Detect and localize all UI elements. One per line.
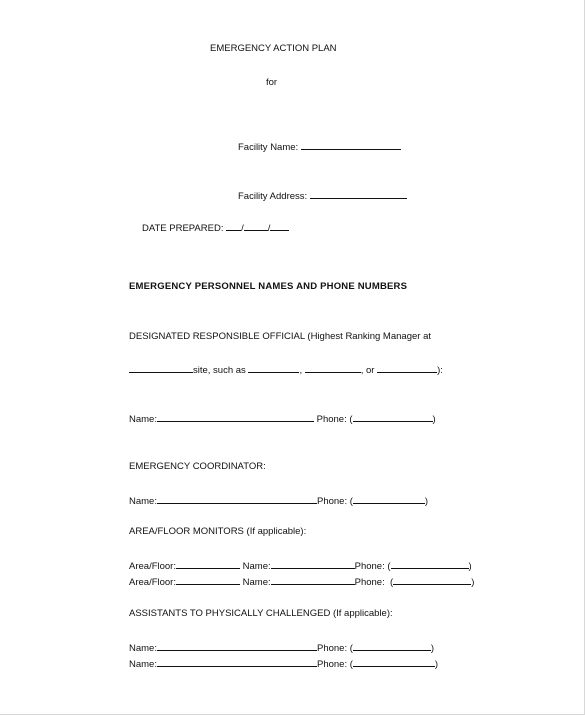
area-blank[interactable] — [176, 559, 240, 569]
name-label: Name: — [129, 643, 157, 654]
phone-label: Phone: ( — [316, 659, 353, 670]
area-label: Area/Floor: — [129, 561, 176, 572]
designated-name-row — [129, 412, 436, 426]
date-separator: / — [267, 223, 271, 234]
assistant-row — [129, 657, 438, 671]
area-blank[interactable] — [176, 575, 240, 585]
close-paren-text: ): — [437, 365, 443, 376]
phone-label: Phone: ( — [354, 561, 391, 572]
assistant-row — [129, 641, 434, 655]
facility-name-label: Facility Name: — [238, 142, 299, 153]
date-year-blank[interactable] — [270, 221, 289, 231]
phone-blank[interactable] — [353, 641, 431, 651]
date-month-blank[interactable] — [226, 221, 241, 231]
phone-close: ) — [432, 414, 436, 425]
facility-address-row — [238, 189, 407, 203]
name-label: Name: — [129, 496, 157, 507]
coordinator-heading: EMERGENCY COORDINATOR: — [129, 461, 266, 472]
phone-close: ) — [434, 659, 439, 670]
site-such-as-text: site, such as — [193, 365, 246, 376]
phone-close: ) — [430, 643, 435, 654]
monitor-row — [129, 575, 474, 589]
document-title: EMERGENCY ACTION PLAN — [210, 43, 337, 54]
monitors-heading: AREA/FLOOR MONITORS (If applicable): — [129, 526, 307, 537]
name-label: Name: — [242, 577, 271, 588]
facility-address-blank[interactable] — [310, 189, 407, 199]
designated-site-row — [129, 363, 443, 377]
coordinator-name-row — [129, 494, 428, 508]
phone-close: ) — [468, 561, 472, 572]
site-blank[interactable] — [129, 363, 193, 373]
phone-blank[interactable] — [353, 412, 433, 422]
phone-label: Phone: ( — [316, 496, 353, 507]
facility-address-label: Facility Address: — [238, 191, 308, 202]
name-blank[interactable] — [271, 575, 355, 585]
phone-label: Phone: ( — [316, 643, 353, 654]
for-text: for — [266, 77, 278, 88]
name-blank[interactable] — [271, 559, 355, 569]
facility-name-blank[interactable] — [301, 140, 401, 150]
phone-close: ) — [471, 577, 475, 588]
name-label: Name: — [129, 659, 157, 670]
example-blank-3[interactable] — [377, 363, 437, 373]
date-prepared-row — [142, 221, 289, 235]
name-blank[interactable] — [157, 412, 314, 422]
designated-heading: DESIGNATED RESPONSIBLE OFFICIAL (Highest Ranking Manager at — [129, 331, 431, 342]
comma-text: , — [299, 365, 303, 376]
phone-label: Phone: ( — [354, 577, 394, 588]
or-text: , or — [360, 365, 375, 376]
section-heading: EMERGENCY PERSONNEL NAMES AND PHONE NUMBERS — [129, 281, 408, 292]
phone-blank[interactable] — [353, 494, 425, 504]
name-blank[interactable] — [157, 494, 317, 504]
phone-label: Phone: ( — [316, 414, 353, 425]
monitor-row — [129, 559, 472, 573]
phone-blank[interactable] — [391, 559, 469, 569]
name-label: Name: — [242, 561, 271, 572]
area-label: Area/Floor: — [129, 577, 176, 588]
phone-close: ) — [424, 496, 429, 507]
phone-blank[interactable] — [353, 657, 435, 667]
facility-name-row — [238, 140, 401, 154]
name-blank[interactable] — [157, 657, 317, 667]
example-blank-1[interactable] — [248, 363, 299, 373]
date-prepared-label: DATE PREPARED: — [142, 223, 224, 234]
date-separator: / — [241, 223, 244, 234]
date-day-blank[interactable] — [244, 221, 268, 231]
phone-blank[interactable] — [393, 575, 471, 585]
name-label: Name: — [129, 414, 157, 425]
example-blank-2[interactable] — [305, 363, 361, 373]
assistants-heading: ASSISTANTS TO PHYSICALLY CHALLENGED (If applicable): — [129, 608, 393, 619]
name-blank[interactable] — [157, 641, 317, 651]
